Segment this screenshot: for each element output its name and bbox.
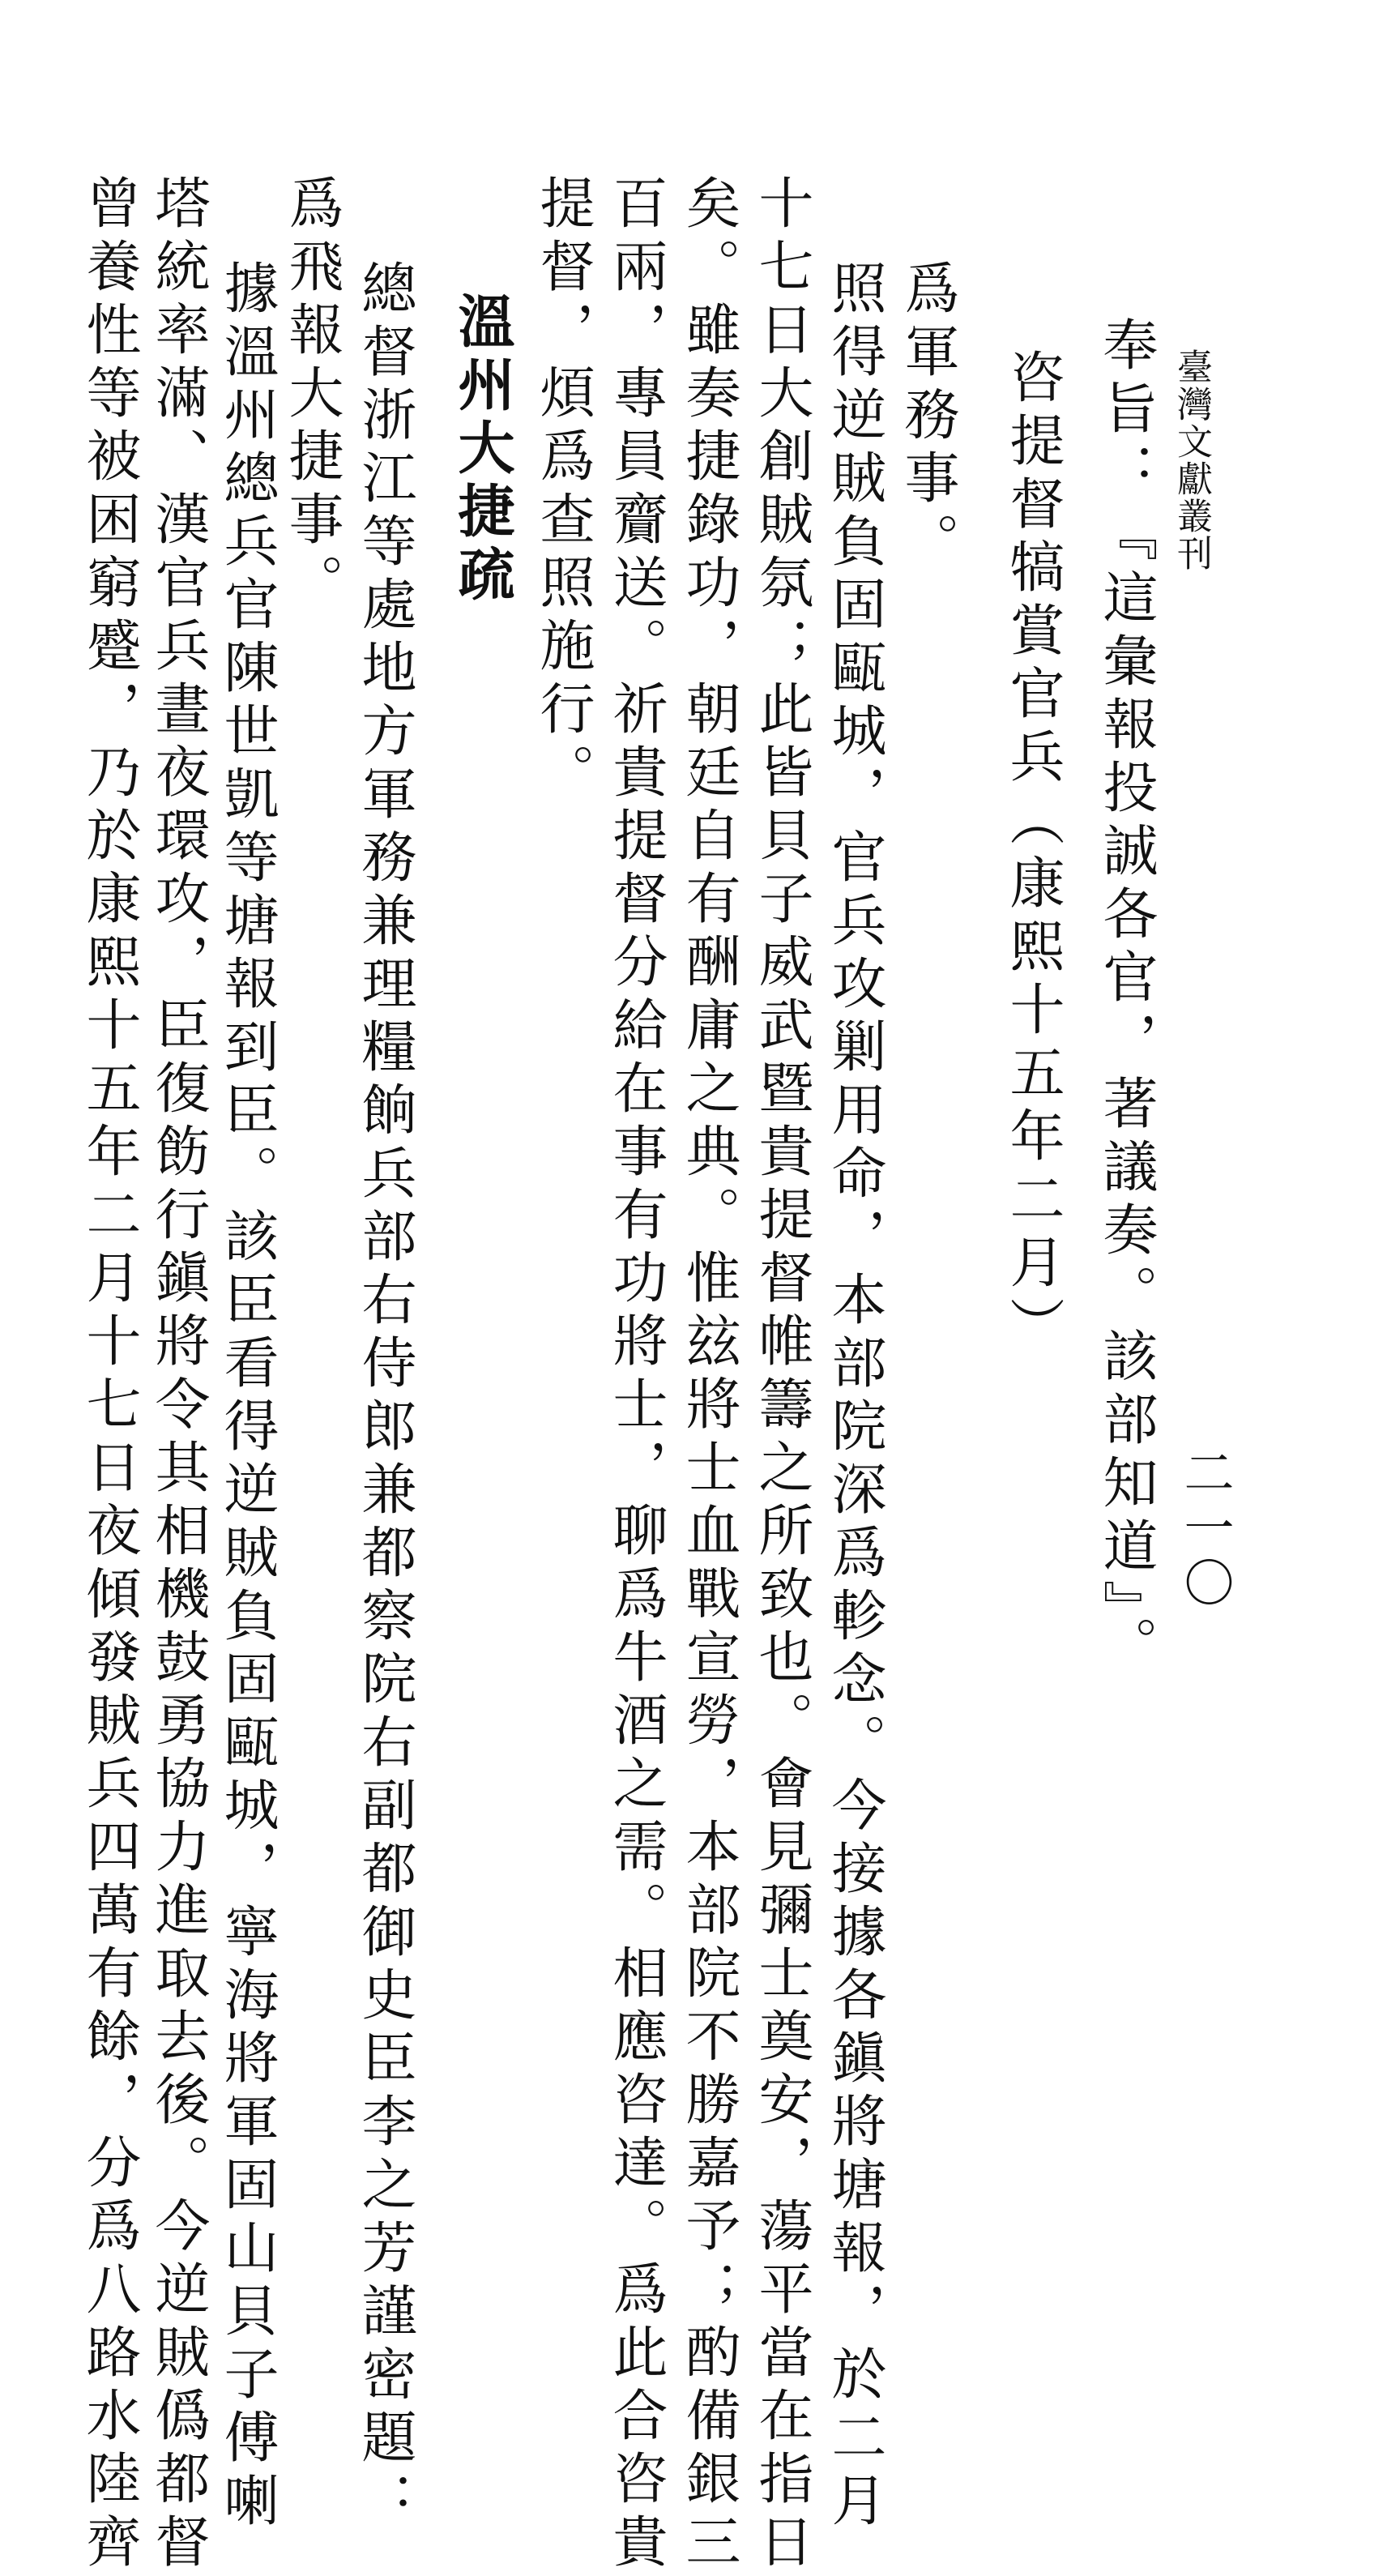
- series-title: 臺灣文獻叢刊: [1171, 348, 1212, 572]
- text-column-7: 百兩，專員齎送。祈貴提督分給在事有功將士，聊爲牛酒之需。相應咨達。爲此合咨貴: [604, 174, 668, 2576]
- text-column-5: 十七日大創賊氛；此皆貝子威武暨貴提督帷籌之所致也。會見彌士奠安，蕩平當在指日: [749, 174, 813, 2576]
- text-column-11: 據溫州總兵官陳世凱等塘報到臣。該臣看得逆賊負固甌城，寧海將軍固山貝子傅喇: [215, 259, 279, 2535]
- section-title: 溫州大捷疏: [449, 292, 516, 608]
- text-column-2: 咨提督犒賞官兵（康熙十五年二月）: [1001, 348, 1065, 1360]
- text-column-10: 爲飛報大捷事。: [280, 174, 344, 617]
- text-column-9: 總督浙江等處地方軍務兼理糧餉兵部右侍郎兼都察院右副都御史臣李之芳謹密題：: [352, 259, 416, 2535]
- text-column-8: 提督，煩爲查照施行。: [531, 174, 595, 806]
- text-column-6: 矣。雖奏捷錄功，朝廷自有酬庸之典。惟玆將士血戰宣勞，本部院不勝嘉予；酌備銀三: [676, 174, 740, 2576]
- text-column-13: 曾養性等被困窮蹙，乃於康熙十五年二月十七日夜傾發賊兵四萬有餘，分爲八路水陸齊: [77, 174, 141, 2576]
- text-column-3: 爲軍務事。: [895, 259, 959, 575]
- text-column-1: 奉旨：『這彙報投誠各官，著議奏。該部知道』。: [1094, 316, 1158, 1679]
- text-column-12: 塔統率滿、漢官兵晝夜環攻，臣復飭行鎭將令其相機鼓勇協力進取去後。今逆賊僞都督: [146, 174, 210, 2576]
- page-number: 二一〇: [1176, 1446, 1235, 1612]
- text-column-4: 照得逆賊負固甌城，官兵攻剿用命，本部院深爲軫念。今接據各鎭將塘報，於二月: [822, 259, 886, 2535]
